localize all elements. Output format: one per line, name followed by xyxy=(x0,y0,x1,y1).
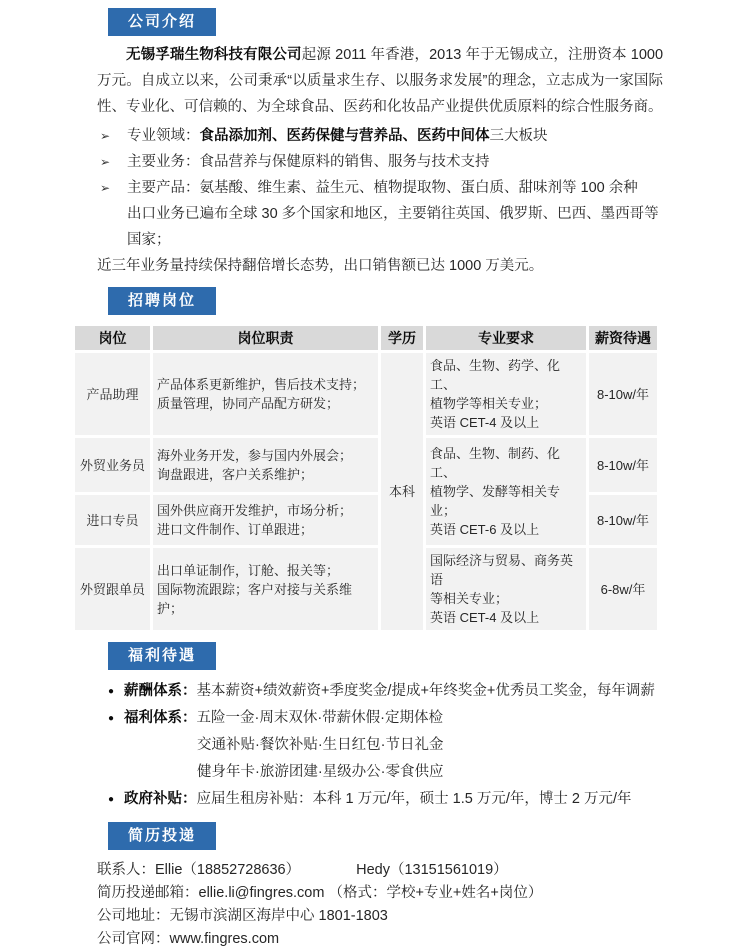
bullet-rest: 三大板块 xyxy=(489,128,548,144)
benefit-label: 政府补贴： xyxy=(124,791,197,807)
major-line: 食品、生物、药学、化工、 xyxy=(430,358,561,392)
list-item xyxy=(100,149,669,175)
major-line: 食品、生物、制药、化工、 xyxy=(430,446,561,480)
duties-cell xyxy=(153,495,378,545)
education-cell: 本科 xyxy=(381,353,423,630)
section-resume-submission xyxy=(0,813,729,951)
website-label: 公司官网： xyxy=(97,931,170,947)
dot-bullet-icon: ● xyxy=(108,686,115,697)
company-closing-line: 近三年业务量持续保持翻倍增长态势，出口销售额已达 1000 万美元。 xyxy=(97,258,544,274)
position-cell: 外贸业务员 xyxy=(75,438,150,492)
benefits-list xyxy=(108,678,689,813)
jobs-table xyxy=(72,323,660,633)
benefit-text xyxy=(124,786,632,813)
benefit-text xyxy=(124,705,443,732)
position-cell: 产品助理 xyxy=(75,353,150,435)
major-cell xyxy=(426,548,586,630)
benefits-badge: 福利待遇 xyxy=(108,642,216,670)
email-format-note: （格式：学校+专业+姓名+岗位） xyxy=(324,885,543,901)
position-cell: 外贸跟单员 xyxy=(75,548,150,630)
table-row xyxy=(75,353,657,435)
arrow-bullet-icon: ➢ xyxy=(100,181,111,195)
benefit-value: 基本薪资+绩效薪资+季度奖金/提成+年终奖金+优秀员工奖金，每年调薪 xyxy=(196,683,655,699)
contact-person-2: Hedy（13151561019） xyxy=(356,862,508,878)
col-header-position: 岗位 xyxy=(75,326,150,350)
contact-label: 联系人： xyxy=(97,862,155,878)
website-line xyxy=(97,928,689,951)
major-line: 等相关专业； xyxy=(430,591,509,606)
dot-bullet-icon: ● xyxy=(108,794,115,805)
salary-cell: 6-8w/年 xyxy=(589,548,657,630)
major-line: 植物学等相关专业； xyxy=(430,396,548,411)
duty-line: 海外业务开发，参与国内外展会； xyxy=(157,448,353,463)
duty-line: 询盘跟进，客户关系维护； xyxy=(157,467,314,482)
salary-cell: 8-10w/年 xyxy=(589,353,657,435)
address-label: 公司地址： xyxy=(97,908,170,924)
company-address: 无锡市滨湖区海岸中心 1801-1803 xyxy=(169,908,388,924)
company-name: 无锡孚瑞生物科技有限公司 xyxy=(126,47,302,63)
duties-cell xyxy=(153,548,378,630)
duty-line: 国外供应商开发维护，市场分析； xyxy=(157,503,353,518)
section-company-intro xyxy=(0,0,729,279)
col-header-salary: 薪资待遇 xyxy=(589,326,657,350)
company-intro-text: 起源 2011 年香港，2013 年于无锡成立，注册资本 1000 万元。自成立以来，公司秉承“以质量求生存、以服务求发展”的理念，立志成为一家国际性、专业化、可信赖的、为全球食品、医药和化妆品产业提供优质原料的综合性服务商。 xyxy=(97,47,664,115)
major-line: 国际经济与贸易、商务英语 xyxy=(430,553,574,587)
col-header-duties: 岗位职责 xyxy=(153,326,378,350)
dot-bullet-icon: ● xyxy=(108,713,115,724)
duty-line: 国际物流跟踪；客户对接与关系维护； xyxy=(157,581,353,616)
bullet-continuation: 出口业务已遍布全球 30 多个国家和地区，主要销往英国、俄罗斯、巴西、墨西哥等国家； xyxy=(127,206,659,248)
duties-cell xyxy=(153,438,378,492)
table-header-row xyxy=(75,326,657,350)
benefit-continuation: 交通补贴·餐饮补贴·生日红包·节日礼金 xyxy=(197,737,444,753)
table-row xyxy=(75,548,657,630)
major-line: 英语 CET-6 及以上 xyxy=(430,522,540,537)
company-website: www.fingres.com xyxy=(169,931,280,947)
bullet-rest: 氨基酸、维生素、益生元、植物提取物、蛋白质、甜味剂等 100 余种 xyxy=(199,180,638,196)
col-header-major: 专业要求 xyxy=(426,326,586,350)
email-address: ellie.li@fingres.com xyxy=(198,885,325,901)
benefit-value: 应届生租房补贴：本科 1 万元/年，硕士 1.5 万元/年，博士 2 万元/年 xyxy=(196,791,632,807)
arrow-bullet-icon: ➢ xyxy=(100,155,111,169)
company-intro-paragraph xyxy=(97,42,663,120)
col-header-education: 学历 xyxy=(381,326,423,350)
apply-badge: 简历投递 xyxy=(108,822,216,850)
bullet-label: 主要业务： xyxy=(127,154,200,170)
major-line: 英语 CET-4 及以上 xyxy=(430,610,540,625)
major-cell xyxy=(426,353,586,435)
email-label: 简历投递邮箱： xyxy=(97,885,199,901)
arrow-bullet-icon: ➢ xyxy=(100,129,111,143)
bullet-label: 主要产品： xyxy=(127,180,200,196)
duty-line: 出口单证制作，订舱、报关等； xyxy=(157,562,340,578)
position-cell: 进口专员 xyxy=(75,495,150,545)
bullet-rest: 食品营养与保健原料的销售、服务与技术支持 xyxy=(199,154,490,170)
contact-persons-line xyxy=(97,859,689,882)
company-intro-badge: 公司介绍 xyxy=(108,8,216,36)
table-row xyxy=(75,438,657,492)
benefit-label: 薪酬体系： xyxy=(124,683,197,699)
list-item xyxy=(100,123,669,149)
list-item xyxy=(108,678,689,705)
contact-block xyxy=(97,859,689,951)
email-line xyxy=(97,882,689,905)
bullet-label: 专业领域： xyxy=(127,128,200,144)
list-item xyxy=(108,786,689,813)
major-line: 植物学、发酵等相关专业； xyxy=(430,484,561,518)
major-line: 英语 CET-4 及以上 xyxy=(430,415,540,430)
section-recruit-positions xyxy=(0,279,729,633)
duty-line: 质量管理，协同产品配方研发； xyxy=(157,396,340,411)
list-item xyxy=(100,175,669,201)
salary-cell: 8-10w/年 xyxy=(589,438,657,492)
contact-person-1: Ellie（18852728636） xyxy=(155,862,301,878)
major-cell xyxy=(426,438,586,545)
bullet-text xyxy=(127,175,638,201)
recruit-badge: 招聘岗位 xyxy=(108,287,216,315)
bullet-text xyxy=(127,149,490,175)
address-line xyxy=(97,905,689,928)
salary-cell: 8-10w/年 xyxy=(589,495,657,545)
bullet-bold-text: 食品添加剂、医药保健与营养品、医药中间体 xyxy=(199,128,490,144)
company-bullet-list xyxy=(100,123,669,253)
duty-line: 进口文件制作、订单跟进； xyxy=(157,522,314,537)
section-benefits xyxy=(0,633,729,813)
duty-line: 产品体系更新维护，售后技术支持； xyxy=(157,377,366,392)
duties-cell xyxy=(153,353,378,435)
benefit-continuation: 健身年卡·旅游团建·星级办公·零食供应 xyxy=(197,764,444,780)
benefit-value: 五险一金·周末双休·带薪休假·定期体检 xyxy=(196,710,443,726)
bullet-text xyxy=(127,123,548,149)
benefit-label: 福利体系： xyxy=(124,710,197,726)
benefit-text xyxy=(124,678,655,705)
list-item xyxy=(108,705,689,732)
